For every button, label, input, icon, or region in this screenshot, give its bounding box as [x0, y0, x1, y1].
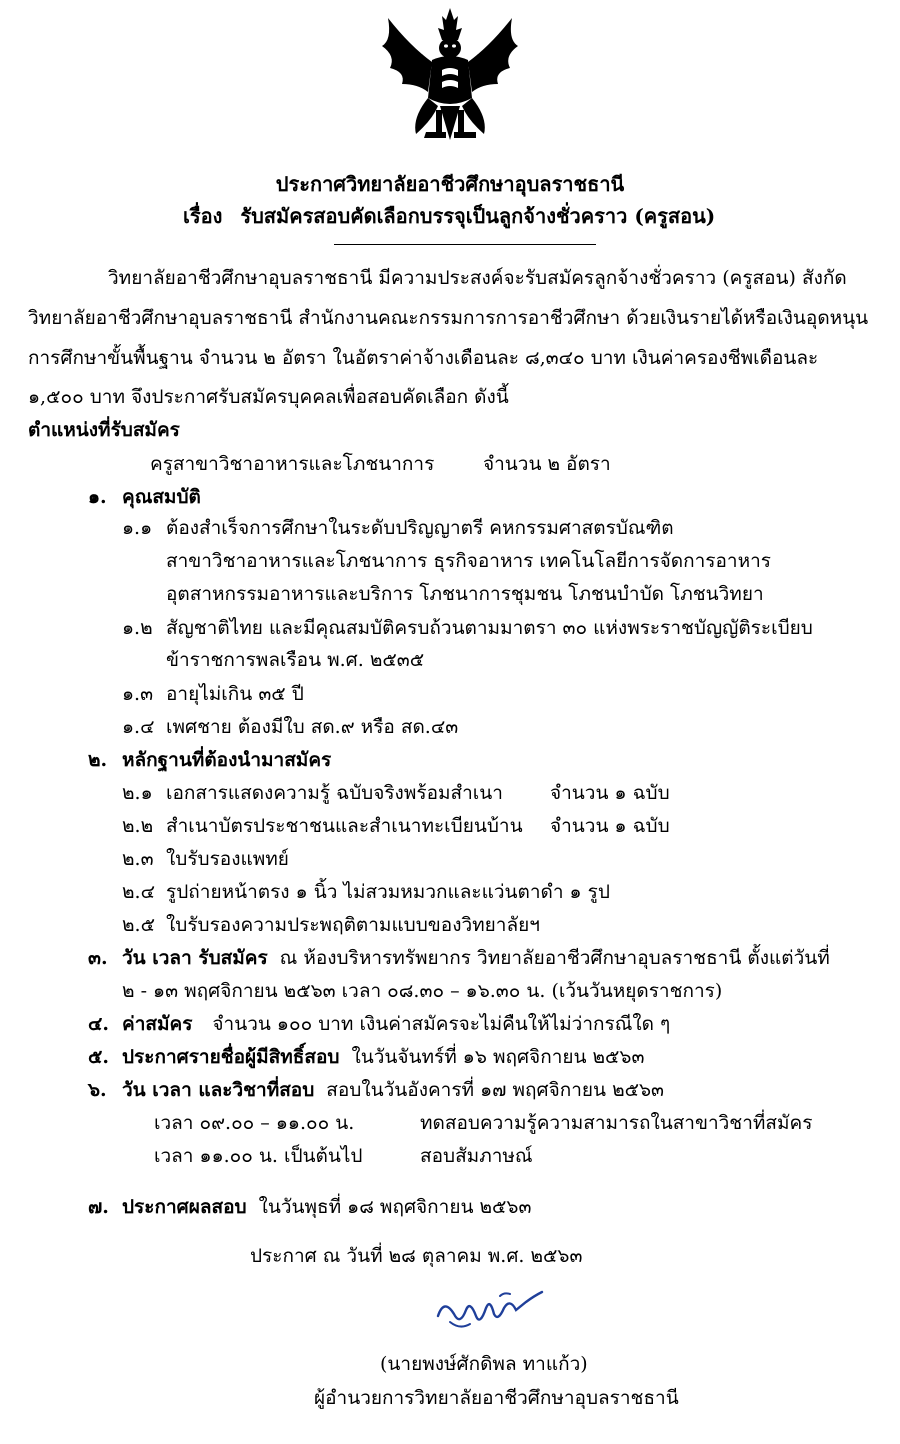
intro-line-1: วิทยาลัยอาชีวศึกษาอุบลราชธานี มีความประสงค์จะรับสมัครลูกจ้างชั่วคราว (ครูสอน) สังกัด [108, 267, 847, 289]
section-3-text-2: ๒ - ๑๓ พฤศจิกายน ๒๕๖๓ เวลา ๐๘.๓๐ – ๑๖.๓๐ น. (เว้นวันหยุดราชการ) [122, 980, 723, 1002]
section-1-title: คุณสมบัติ [122, 486, 201, 508]
subject-label: เรื่อง [183, 204, 223, 228]
item-2-3-text: ใบรับรองแพทย์ [166, 848, 289, 870]
exam-time-1: เวลา ๐๙.๐๐ – ๑๑.๐๐ น. [154, 1112, 355, 1134]
item-2-1-text: เอกสารแสดงความรู้ ฉบับจริงพร้อมสำเนา [166, 782, 503, 804]
announced-date: ประกาศ ณ วันที่ ๒๘ ตุลาคม พ.ศ. ๒๕๖๓ [250, 1245, 583, 1267]
intro-line-2: วิทยาลัยอาชีวศึกษาอุบลราชธานี สำนักงานคณะกรรมการการอาชีวศึกษา ด้วยเงินรายได้หรือเงินอุดหนุน [28, 307, 869, 329]
section-6-number: ๖. [88, 1079, 107, 1101]
section-2-number: ๒. [88, 749, 108, 771]
positions-heading: ตำแหน่งที่รับสมัคร [28, 419, 180, 441]
signer-name: (นายพงษ์ศักดิพล ทาแก้ว) [380, 1353, 588, 1375]
section-4-row [122, 1012, 670, 1036]
item-1-3-number: ๑.๓ [122, 683, 154, 705]
item-1-2-number: ๑.๒ [122, 617, 153, 639]
section-3-title: วัน เวลา รับสมัคร [122, 947, 268, 969]
item-2-2-number: ๒.๒ [122, 815, 154, 837]
section-3-number: ๓. [88, 947, 108, 969]
item-2-5-number: ๒.๕ [122, 914, 155, 936]
exam-subject-1: ทดสอบความรู้ความสามารถในสาขาวิชาที่สมัคร [420, 1112, 813, 1134]
item-1-1-number: ๑.๑ [122, 517, 153, 539]
position-count: จำนวน ๒ อัตรา [483, 453, 611, 475]
item-2-2-text: สำเนาบัตรประชาชนและสำเนาทะเบียนบ้าน [166, 815, 523, 837]
item-2-1-number: ๒.๑ [122, 782, 153, 804]
section-3-row [122, 946, 830, 970]
item-2-2-count: จำนวน ๑ ฉบับ [550, 815, 670, 837]
position-name: ครูสาขาวิชาอาหารและโภชนาการ [150, 453, 435, 475]
intro-line-3: การศึกษาขั้นพื้นฐาน จำนวน ๒ อัตรา ในอัตราค่าจ้างเดือนละ ๘,๓๔๐ บาท เงินค่าครองชีพเดือนละ [28, 347, 819, 369]
item-2-3-number: ๒.๓ [122, 848, 154, 870]
section-2-title: หลักฐานที่ต้องนำมาสมัคร [122, 749, 332, 771]
section-5-row [122, 1045, 644, 1069]
signature-icon [430, 1286, 550, 1336]
section-3-text: ณ ห้องบริหารทรัพยากร วิทยาลัยอาชีวศึกษาอุบลราชธานี ตั้งแต่วันที่ [279, 947, 830, 969]
title-underline [334, 244, 596, 245]
section-7-text: ในวันพุธที่ ๑๘ พฤศจิกายน ๒๕๖๓ [258, 1196, 532, 1218]
section-7-title: ประกาศผลสอบ [122, 1196, 247, 1218]
document-title: ประกาศวิทยาลัยอาชีวศึกษาอุบลราชธานี [275, 172, 625, 196]
item-1-2-line-1: สัญชาติไทย และมีคุณสมบัติครบถ้วนตามมาตรา ๓๐ แห่งพระราชบัญญัติระเบียบ [166, 617, 813, 639]
item-2-1-count: จำนวน ๑ ฉบับ [550, 782, 670, 804]
document-subject [183, 204, 715, 228]
section-4-number: ๔. [88, 1013, 109, 1035]
section-5-text: ในวันจันทร์ที่ ๑๖ พฤศจิกายน ๒๕๖๓ [351, 1046, 645, 1068]
section-6-text: สอบในวันอังคารที่ ๑๗ พฤศจิกายน ๒๕๖๓ [326, 1079, 665, 1101]
section-5-title: ประกาศรายชื่อผู้มีสิทธิ์สอบ [122, 1046, 340, 1068]
item-2-4-text: รูปถ่ายหน้าตรง ๑ นิ้ว ไม่สวมหมวกและแว่นตาดำ ๑ รูป [166, 881, 610, 903]
item-1-2-line-2: ข้าราชการพลเรือน พ.ศ. ๒๕๓๕ [166, 649, 425, 671]
section-4-title: ค่าสมัคร [122, 1013, 193, 1035]
section-1-number: ๑. [88, 486, 107, 508]
intro-line-4: ๑,๕๐๐ บาท จึงประกาศรับสมัครบุคคลเพื่อสอบคัดเลือก ดังนี้ [28, 386, 509, 408]
item-1-4-number: ๑.๔ [122, 716, 155, 738]
section-7-number: ๗. [88, 1196, 109, 1218]
exam-time-2: เวลา ๑๑.๐๐ น. เป็นต้นไป [154, 1145, 363, 1167]
item-1-1-line-1: ต้องสำเร็จการศึกษาในระดับปริญญาตรี คหกรรมศาสตรบัณฑิต [166, 517, 674, 539]
garuda-emblem-icon [362, 6, 538, 146]
item-1-4-text: เพศชาย ต้องมีใบ สด.๙ หรือ สด.๔๓ [166, 716, 459, 738]
section-7-row [122, 1195, 531, 1219]
item-1-3-text: อายุไม่เกิน ๓๕ ปี [166, 683, 304, 705]
item-1-1-line-3: อุตสาหกรรมอาหารและบริการ โภชนาการชุมชน โภชนบำบัด โภชนวิทยา [166, 583, 764, 605]
section-6-row [122, 1078, 664, 1102]
signer-title: ผู้อำนวยการวิทยาลัยอาชีวศึกษาอุบลราชธานี [314, 1387, 679, 1409]
item-2-5-text: ใบรับรองความประพฤติตามแบบของวิทยาลัยฯ [166, 914, 540, 936]
item-1-1-line-2: สาขาวิชาอาหารและโภชนาการ ธุรกิจอาหาร เทคโนโลยีการจัดการอาหาร [166, 550, 771, 572]
exam-subject-2: สอบสัมภาษณ์ [420, 1145, 533, 1167]
section-4-text: จำนวน ๑๐๐ บาท เงินค่าสมัครจะไม่คืนให้ไม่ว่ากรณีใด ๆ [212, 1013, 671, 1035]
item-2-4-number: ๒.๔ [122, 881, 155, 903]
subject-text: รับสมัครสอบคัดเลือกบรรจุเป็นลูกจ้างชั่วคราว (ครูสอน) [240, 204, 716, 228]
section-5-number: ๕. [88, 1046, 109, 1068]
section-6-title: วัน เวลา และวิชาที่สอบ [122, 1079, 315, 1101]
